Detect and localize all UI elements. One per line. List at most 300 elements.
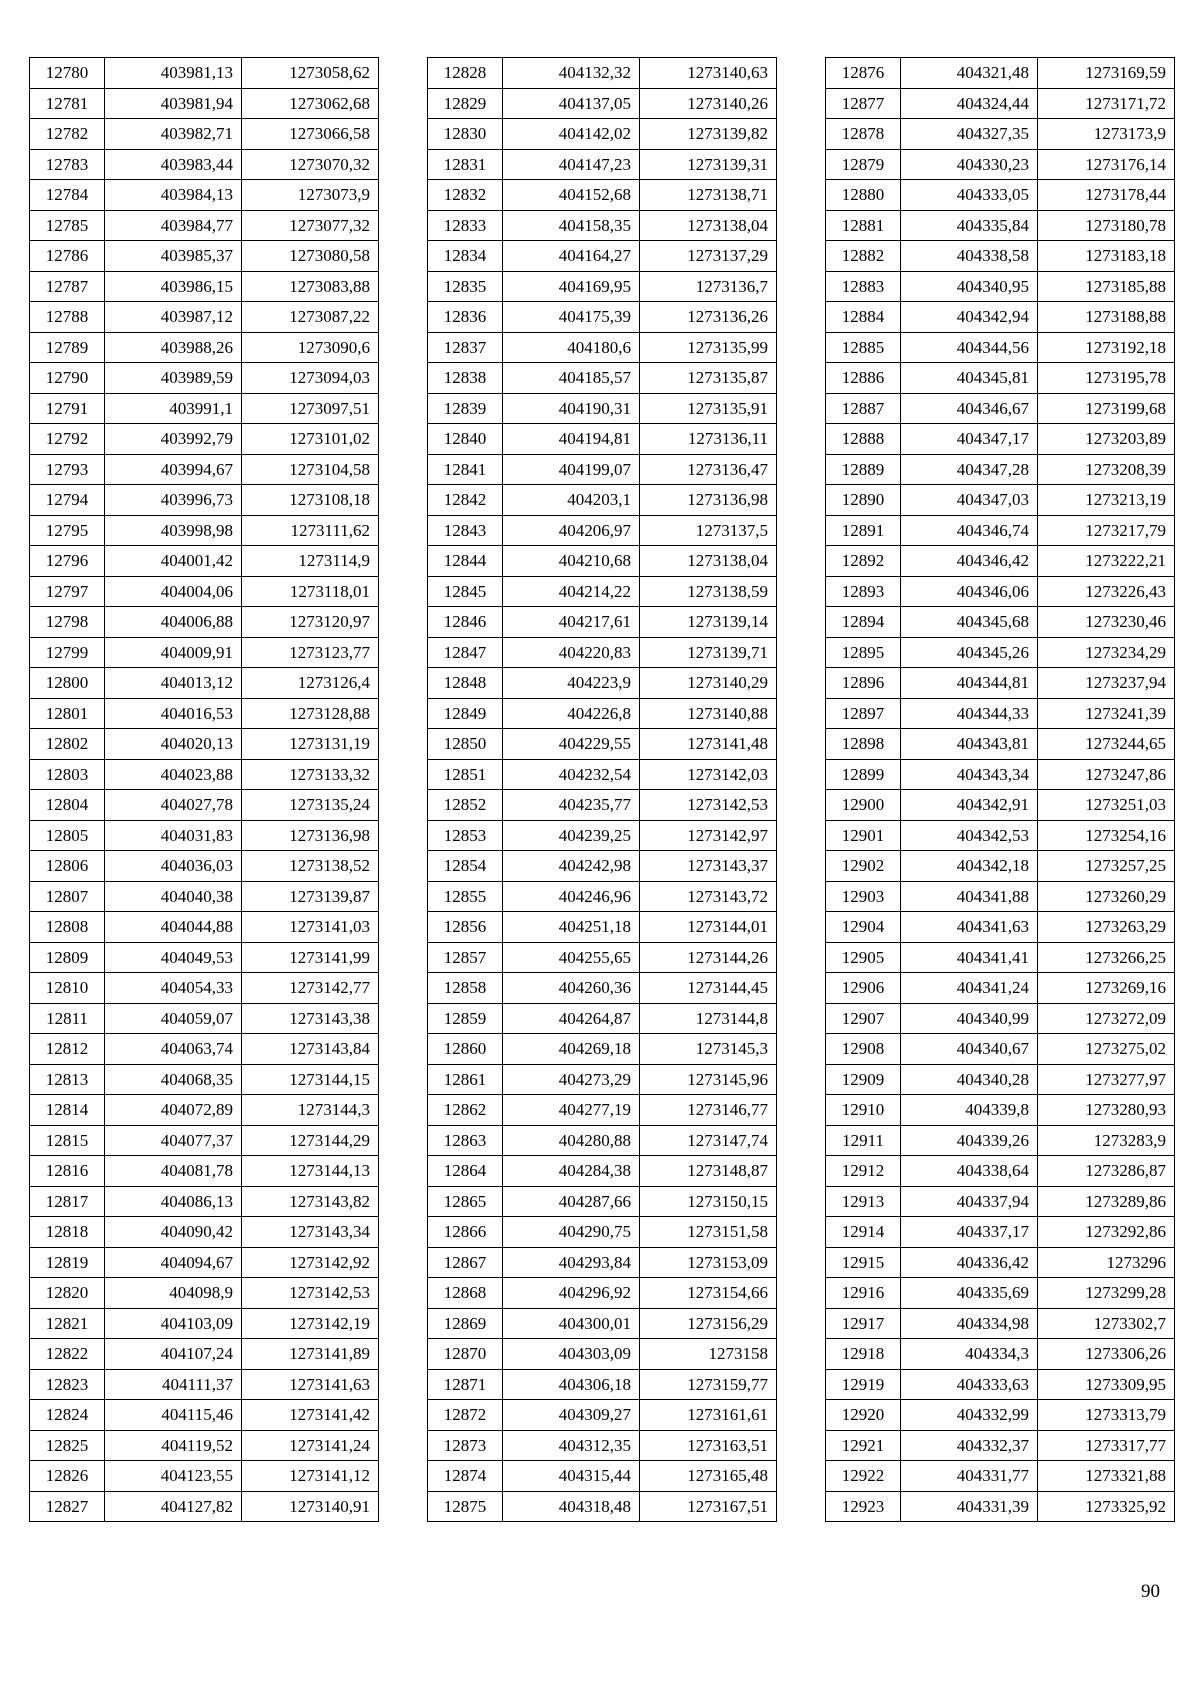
point-number-cell: 12841 bbox=[428, 454, 503, 485]
x-coordinate-cell: 403988,26 bbox=[105, 332, 242, 363]
y-coordinate-cell: 1273135,91 bbox=[640, 393, 777, 424]
y-coordinate-cell: 1273141,99 bbox=[242, 942, 379, 973]
point-number-cell: 12917 bbox=[826, 1308, 901, 1339]
table-row bbox=[428, 485, 777, 516]
point-number-cell: 12836 bbox=[428, 302, 503, 333]
x-coordinate-cell: 403994,67 bbox=[105, 454, 242, 485]
point-number-cell: 12878 bbox=[826, 119, 901, 150]
table-row bbox=[30, 88, 379, 119]
y-coordinate-cell: 1273217,79 bbox=[1038, 515, 1175, 546]
y-coordinate-cell: 1273302,7 bbox=[1038, 1308, 1175, 1339]
x-coordinate-cell: 404336,42 bbox=[901, 1247, 1038, 1278]
x-coordinate-cell: 404009,91 bbox=[105, 637, 242, 668]
x-coordinate-cell: 404132,32 bbox=[503, 58, 640, 89]
y-coordinate-cell: 1273180,78 bbox=[1038, 210, 1175, 241]
x-coordinate-cell: 404339,8 bbox=[901, 1095, 1038, 1126]
point-number-cell: 12865 bbox=[428, 1186, 503, 1217]
y-coordinate-cell: 1273317,77 bbox=[1038, 1430, 1175, 1461]
point-number-cell: 12834 bbox=[428, 241, 503, 272]
x-coordinate-cell: 404342,91 bbox=[901, 790, 1038, 821]
y-coordinate-cell: 1273138,04 bbox=[640, 210, 777, 241]
x-coordinate-cell: 404333,63 bbox=[901, 1369, 1038, 1400]
x-coordinate-cell: 404194,81 bbox=[503, 424, 640, 455]
x-coordinate-cell: 404006,88 bbox=[105, 607, 242, 638]
point-number-cell: 12888 bbox=[826, 424, 901, 455]
point-number-cell: 12903 bbox=[826, 881, 901, 912]
x-coordinate-cell: 404269,18 bbox=[503, 1034, 640, 1065]
y-coordinate-cell: 1273150,15 bbox=[640, 1186, 777, 1217]
table-row bbox=[826, 271, 1175, 302]
x-coordinate-cell: 404342,94 bbox=[901, 302, 1038, 333]
x-coordinate-cell: 404239,25 bbox=[503, 820, 640, 851]
x-coordinate-cell: 404339,26 bbox=[901, 1125, 1038, 1156]
table-row bbox=[826, 393, 1175, 424]
table-row bbox=[428, 973, 777, 1004]
y-coordinate-cell: 1273143,34 bbox=[242, 1217, 379, 1248]
table-row bbox=[30, 1247, 379, 1278]
table-row bbox=[428, 424, 777, 455]
point-number-cell: 12859 bbox=[428, 1003, 503, 1034]
table-row bbox=[30, 363, 379, 394]
y-coordinate-cell: 1273143,82 bbox=[242, 1186, 379, 1217]
x-coordinate-cell: 404081,78 bbox=[105, 1156, 242, 1187]
point-number-cell: 12816 bbox=[30, 1156, 105, 1187]
x-coordinate-cell: 403983,44 bbox=[105, 149, 242, 180]
y-coordinate-cell: 1273183,18 bbox=[1038, 241, 1175, 272]
y-coordinate-cell: 1273226,43 bbox=[1038, 576, 1175, 607]
table-row bbox=[826, 698, 1175, 729]
point-number-cell: 12838 bbox=[428, 363, 503, 394]
y-coordinate-cell: 1273143,84 bbox=[242, 1034, 379, 1065]
point-number-cell: 12832 bbox=[428, 180, 503, 211]
table-row bbox=[30, 210, 379, 241]
y-coordinate-cell: 1273135,99 bbox=[640, 332, 777, 363]
x-coordinate-cell: 404318,48 bbox=[503, 1491, 640, 1522]
point-number-cell: 12873 bbox=[428, 1430, 503, 1461]
y-coordinate-cell: 1273306,26 bbox=[1038, 1339, 1175, 1370]
table-row bbox=[428, 1400, 777, 1431]
y-coordinate-cell: 1273114,9 bbox=[242, 546, 379, 577]
point-number-cell: 12809 bbox=[30, 942, 105, 973]
x-coordinate-cell: 404342,53 bbox=[901, 820, 1038, 851]
table-row bbox=[30, 1125, 379, 1156]
y-coordinate-cell: 1273254,16 bbox=[1038, 820, 1175, 851]
y-coordinate-cell: 1273137,29 bbox=[640, 241, 777, 272]
table-row bbox=[826, 1217, 1175, 1248]
table-row bbox=[30, 698, 379, 729]
table-row bbox=[428, 302, 777, 333]
point-number-cell: 12804 bbox=[30, 790, 105, 821]
x-coordinate-cell: 404334,3 bbox=[901, 1339, 1038, 1370]
point-number-cell: 12905 bbox=[826, 942, 901, 973]
table-row bbox=[428, 210, 777, 241]
y-coordinate-cell: 1273136,26 bbox=[640, 302, 777, 333]
point-number-cell: 12791 bbox=[30, 393, 105, 424]
point-number-cell: 12920 bbox=[826, 1400, 901, 1431]
point-number-cell: 12781 bbox=[30, 88, 105, 119]
table-row bbox=[826, 790, 1175, 821]
table-row bbox=[428, 1278, 777, 1309]
y-coordinate-cell: 1273241,39 bbox=[1038, 698, 1175, 729]
point-number-cell: 12844 bbox=[428, 546, 503, 577]
point-number-cell: 12851 bbox=[428, 759, 503, 790]
y-coordinate-cell: 1273058,62 bbox=[242, 58, 379, 89]
table-row bbox=[30, 393, 379, 424]
x-coordinate-cell: 404327,35 bbox=[901, 119, 1038, 150]
x-coordinate-cell: 404068,35 bbox=[105, 1064, 242, 1095]
point-number-cell: 12863 bbox=[428, 1125, 503, 1156]
point-number-cell: 12891 bbox=[826, 515, 901, 546]
x-coordinate-cell: 404346,06 bbox=[901, 576, 1038, 607]
x-coordinate-cell: 404158,35 bbox=[503, 210, 640, 241]
table-row bbox=[826, 668, 1175, 699]
point-number-cell: 12900 bbox=[826, 790, 901, 821]
table-row bbox=[30, 820, 379, 851]
y-coordinate-cell: 1273142,03 bbox=[640, 759, 777, 790]
y-coordinate-cell: 1273292,86 bbox=[1038, 1217, 1175, 1248]
x-coordinate-cell: 404306,18 bbox=[503, 1369, 640, 1400]
y-coordinate-cell: 1273144,8 bbox=[640, 1003, 777, 1034]
point-number-cell: 12780 bbox=[30, 58, 105, 89]
x-coordinate-cell: 403998,98 bbox=[105, 515, 242, 546]
point-number-cell: 12783 bbox=[30, 149, 105, 180]
y-coordinate-cell: 1273154,66 bbox=[640, 1278, 777, 1309]
point-number-cell: 12912 bbox=[826, 1156, 901, 1187]
y-coordinate-cell: 1273142,77 bbox=[242, 973, 379, 1004]
x-coordinate-cell: 404001,42 bbox=[105, 546, 242, 577]
point-number-cell: 12918 bbox=[826, 1339, 901, 1370]
x-coordinate-cell: 404049,53 bbox=[105, 942, 242, 973]
y-coordinate-cell: 1273260,29 bbox=[1038, 881, 1175, 912]
table-row bbox=[428, 1003, 777, 1034]
y-coordinate-cell: 1273280,93 bbox=[1038, 1095, 1175, 1126]
table-row bbox=[826, 912, 1175, 943]
table-row bbox=[428, 241, 777, 272]
point-number-cell: 12862 bbox=[428, 1095, 503, 1126]
point-number-cell: 12897 bbox=[826, 698, 901, 729]
point-number-cell: 12880 bbox=[826, 180, 901, 211]
point-number-cell: 12810 bbox=[30, 973, 105, 1004]
x-coordinate-cell: 404016,53 bbox=[105, 698, 242, 729]
x-coordinate-cell: 404312,35 bbox=[503, 1430, 640, 1461]
y-coordinate-cell: 1273139,14 bbox=[640, 607, 777, 638]
x-coordinate-cell: 403991,1 bbox=[105, 393, 242, 424]
y-coordinate-cell: 1273140,26 bbox=[640, 88, 777, 119]
y-coordinate-cell: 1273141,48 bbox=[640, 729, 777, 760]
coordinate-table-2 bbox=[427, 57, 777, 1522]
point-number-cell: 12839 bbox=[428, 393, 503, 424]
point-number-cell: 12884 bbox=[826, 302, 901, 333]
table-row bbox=[428, 881, 777, 912]
y-coordinate-cell: 1273142,97 bbox=[640, 820, 777, 851]
table-row bbox=[826, 607, 1175, 638]
point-number-cell: 12852 bbox=[428, 790, 503, 821]
table-row bbox=[30, 1156, 379, 1187]
point-number-cell: 12801 bbox=[30, 698, 105, 729]
table-row bbox=[428, 851, 777, 882]
point-number-cell: 12890 bbox=[826, 485, 901, 516]
x-coordinate-cell: 403984,77 bbox=[105, 210, 242, 241]
table-row bbox=[30, 546, 379, 577]
table-row bbox=[30, 912, 379, 943]
y-coordinate-cell: 1273137,5 bbox=[640, 515, 777, 546]
point-number-cell: 12784 bbox=[30, 180, 105, 211]
point-number-cell: 12910 bbox=[826, 1095, 901, 1126]
point-number-cell: 12864 bbox=[428, 1156, 503, 1187]
point-number-cell: 12824 bbox=[30, 1400, 105, 1431]
y-coordinate-cell: 1273222,21 bbox=[1038, 546, 1175, 577]
table-row bbox=[826, 332, 1175, 363]
point-number-cell: 12805 bbox=[30, 820, 105, 851]
table-row bbox=[30, 302, 379, 333]
x-coordinate-cell: 404303,09 bbox=[503, 1339, 640, 1370]
y-coordinate-cell: 1273141,03 bbox=[242, 912, 379, 943]
x-coordinate-cell: 404251,18 bbox=[503, 912, 640, 943]
y-coordinate-cell: 1273237,94 bbox=[1038, 668, 1175, 699]
x-coordinate-cell: 404031,83 bbox=[105, 820, 242, 851]
y-coordinate-cell: 1273195,78 bbox=[1038, 363, 1175, 394]
point-number-cell: 12869 bbox=[428, 1308, 503, 1339]
y-coordinate-cell: 1273173,9 bbox=[1038, 119, 1175, 150]
point-number-cell: 12915 bbox=[826, 1247, 901, 1278]
y-coordinate-cell: 1273142,19 bbox=[242, 1308, 379, 1339]
table-row bbox=[826, 1003, 1175, 1034]
point-number-cell: 12911 bbox=[826, 1125, 901, 1156]
x-coordinate-cell: 404335,84 bbox=[901, 210, 1038, 241]
table-row bbox=[428, 1369, 777, 1400]
table-row bbox=[30, 1064, 379, 1095]
table-row bbox=[30, 454, 379, 485]
table-row bbox=[826, 759, 1175, 790]
x-coordinate-cell: 404059,07 bbox=[105, 1003, 242, 1034]
y-coordinate-cell: 1273141,63 bbox=[242, 1369, 379, 1400]
x-coordinate-cell: 403982,71 bbox=[105, 119, 242, 150]
x-coordinate-cell: 404340,99 bbox=[901, 1003, 1038, 1034]
y-coordinate-cell: 1273144,3 bbox=[242, 1095, 379, 1126]
table-row bbox=[428, 58, 777, 89]
y-coordinate-cell: 1273140,91 bbox=[242, 1491, 379, 1522]
point-number-cell: 12826 bbox=[30, 1461, 105, 1492]
x-coordinate-cell: 403984,13 bbox=[105, 180, 242, 211]
y-coordinate-cell: 1273156,29 bbox=[640, 1308, 777, 1339]
point-number-cell: 12906 bbox=[826, 973, 901, 1004]
table-row bbox=[428, 698, 777, 729]
x-coordinate-cell: 403996,73 bbox=[105, 485, 242, 516]
table-row bbox=[826, 454, 1175, 485]
x-coordinate-cell: 403986,15 bbox=[105, 271, 242, 302]
y-coordinate-cell: 1273143,38 bbox=[242, 1003, 379, 1034]
point-number-cell: 12908 bbox=[826, 1034, 901, 1065]
y-coordinate-cell: 1273144,13 bbox=[242, 1156, 379, 1187]
x-coordinate-cell: 404063,74 bbox=[105, 1034, 242, 1065]
x-coordinate-cell: 404072,89 bbox=[105, 1095, 242, 1126]
table-row bbox=[826, 302, 1175, 333]
point-number-cell: 12847 bbox=[428, 637, 503, 668]
x-coordinate-cell: 404229,55 bbox=[503, 729, 640, 760]
y-coordinate-cell: 1273203,89 bbox=[1038, 424, 1175, 455]
x-coordinate-cell: 404337,94 bbox=[901, 1186, 1038, 1217]
x-coordinate-cell: 404346,42 bbox=[901, 546, 1038, 577]
y-coordinate-cell: 1273136,47 bbox=[640, 454, 777, 485]
y-coordinate-cell: 1273286,87 bbox=[1038, 1156, 1175, 1187]
point-number-cell: 12782 bbox=[30, 119, 105, 150]
table-row bbox=[826, 1186, 1175, 1217]
x-coordinate-cell: 404232,54 bbox=[503, 759, 640, 790]
table-row bbox=[30, 180, 379, 211]
point-number-cell: 12914 bbox=[826, 1217, 901, 1248]
y-coordinate-cell: 1273136,98 bbox=[242, 820, 379, 851]
y-coordinate-cell: 1273192,18 bbox=[1038, 332, 1175, 363]
x-coordinate-cell: 404111,37 bbox=[105, 1369, 242, 1400]
y-coordinate-cell: 1273296 bbox=[1038, 1247, 1175, 1278]
y-coordinate-cell: 1273070,32 bbox=[242, 149, 379, 180]
y-coordinate-cell: 1273151,58 bbox=[640, 1217, 777, 1248]
table-row bbox=[826, 1400, 1175, 1431]
x-coordinate-cell: 404324,44 bbox=[901, 88, 1038, 119]
y-coordinate-cell: 1273097,51 bbox=[242, 393, 379, 424]
point-number-cell: 12794 bbox=[30, 485, 105, 516]
x-coordinate-cell: 404246,96 bbox=[503, 881, 640, 912]
point-number-cell: 12806 bbox=[30, 851, 105, 882]
point-number-cell: 12871 bbox=[428, 1369, 503, 1400]
table-row bbox=[428, 1247, 777, 1278]
table-row bbox=[428, 454, 777, 485]
page-number: 90 bbox=[1141, 1581, 1160, 1602]
table-row bbox=[428, 515, 777, 546]
table-row bbox=[826, 58, 1175, 89]
point-number-cell: 12818 bbox=[30, 1217, 105, 1248]
table-row bbox=[428, 729, 777, 760]
x-coordinate-cell: 404340,95 bbox=[901, 271, 1038, 302]
y-coordinate-cell: 1273111,62 bbox=[242, 515, 379, 546]
y-coordinate-cell: 1273244,65 bbox=[1038, 729, 1175, 760]
y-coordinate-cell: 1273299,28 bbox=[1038, 1278, 1175, 1309]
point-number-cell: 12808 bbox=[30, 912, 105, 943]
coordinate-table-3 bbox=[825, 57, 1175, 1522]
table-row bbox=[30, 332, 379, 363]
x-coordinate-cell: 404040,38 bbox=[105, 881, 242, 912]
point-number-cell: 12886 bbox=[826, 363, 901, 394]
point-number-cell: 12901 bbox=[826, 820, 901, 851]
table-row bbox=[30, 1186, 379, 1217]
table-row bbox=[826, 729, 1175, 760]
table-row bbox=[826, 149, 1175, 180]
table-row bbox=[428, 1034, 777, 1065]
point-number-cell: 12812 bbox=[30, 1034, 105, 1065]
x-coordinate-cell: 404331,77 bbox=[901, 1461, 1038, 1492]
point-number-cell: 12798 bbox=[30, 607, 105, 638]
x-coordinate-cell: 404315,44 bbox=[503, 1461, 640, 1492]
y-coordinate-cell: 1273101,02 bbox=[242, 424, 379, 455]
table-row bbox=[30, 759, 379, 790]
table-row bbox=[428, 820, 777, 851]
y-coordinate-cell: 1273142,53 bbox=[640, 790, 777, 821]
x-coordinate-cell: 404296,92 bbox=[503, 1278, 640, 1309]
x-coordinate-cell: 404142,02 bbox=[503, 119, 640, 150]
table-row bbox=[826, 1095, 1175, 1126]
x-coordinate-cell: 404333,05 bbox=[901, 180, 1038, 211]
table-row bbox=[826, 1156, 1175, 1187]
x-coordinate-cell: 404094,67 bbox=[105, 1247, 242, 1278]
x-coordinate-cell: 404217,61 bbox=[503, 607, 640, 638]
y-coordinate-cell: 1273251,03 bbox=[1038, 790, 1175, 821]
table-row bbox=[428, 1430, 777, 1461]
y-coordinate-cell: 1273140,63 bbox=[640, 58, 777, 89]
x-coordinate-cell: 404330,23 bbox=[901, 149, 1038, 180]
table-row bbox=[30, 790, 379, 821]
point-number-cell: 12837 bbox=[428, 332, 503, 363]
x-coordinate-cell: 404036,03 bbox=[105, 851, 242, 882]
table-row bbox=[826, 576, 1175, 607]
y-coordinate-cell: 1273208,39 bbox=[1038, 454, 1175, 485]
x-coordinate-cell: 404332,37 bbox=[901, 1430, 1038, 1461]
x-coordinate-cell: 404334,98 bbox=[901, 1308, 1038, 1339]
x-coordinate-cell: 404347,17 bbox=[901, 424, 1038, 455]
point-number-cell: 12829 bbox=[428, 88, 503, 119]
x-coordinate-cell: 404344,81 bbox=[901, 668, 1038, 699]
x-coordinate-cell: 404137,05 bbox=[503, 88, 640, 119]
x-coordinate-cell: 404206,97 bbox=[503, 515, 640, 546]
y-coordinate-cell: 1273169,59 bbox=[1038, 58, 1175, 89]
y-coordinate-cell: 1273159,77 bbox=[640, 1369, 777, 1400]
point-number-cell: 12882 bbox=[826, 241, 901, 272]
x-coordinate-cell: 404123,55 bbox=[105, 1461, 242, 1492]
y-coordinate-cell: 1273142,92 bbox=[242, 1247, 379, 1278]
table-row bbox=[428, 1156, 777, 1187]
x-coordinate-cell: 404347,28 bbox=[901, 454, 1038, 485]
table-row bbox=[826, 210, 1175, 241]
table-row bbox=[428, 1491, 777, 1522]
x-coordinate-cell: 404098,9 bbox=[105, 1278, 242, 1309]
x-coordinate-cell: 404340,28 bbox=[901, 1064, 1038, 1095]
point-number-cell: 12866 bbox=[428, 1217, 503, 1248]
x-coordinate-cell: 404341,88 bbox=[901, 881, 1038, 912]
y-coordinate-cell: 1273165,48 bbox=[640, 1461, 777, 1492]
point-number-cell: 12874 bbox=[428, 1461, 503, 1492]
table-row bbox=[30, 973, 379, 1004]
table-row bbox=[30, 607, 379, 638]
x-coordinate-cell: 404103,09 bbox=[105, 1308, 242, 1339]
table-row bbox=[30, 1308, 379, 1339]
point-number-cell: 12921 bbox=[826, 1430, 901, 1461]
coordinate-table-1 bbox=[29, 57, 379, 1522]
x-coordinate-cell: 404164,27 bbox=[503, 241, 640, 272]
table-row bbox=[428, 759, 777, 790]
x-coordinate-cell: 404203,1 bbox=[503, 485, 640, 516]
point-number-cell: 12828 bbox=[428, 58, 503, 89]
table-row bbox=[826, 1125, 1175, 1156]
x-coordinate-cell: 404345,68 bbox=[901, 607, 1038, 638]
table-row bbox=[30, 1034, 379, 1065]
y-coordinate-cell: 1273136,7 bbox=[640, 271, 777, 302]
point-number-cell: 12820 bbox=[30, 1278, 105, 1309]
point-number-cell: 12889 bbox=[826, 454, 901, 485]
y-coordinate-cell: 1273118,01 bbox=[242, 576, 379, 607]
y-coordinate-cell: 1273140,88 bbox=[640, 698, 777, 729]
table-row bbox=[826, 180, 1175, 211]
table-row bbox=[826, 1461, 1175, 1492]
y-coordinate-cell: 1273135,87 bbox=[640, 363, 777, 394]
x-coordinate-cell: 403989,59 bbox=[105, 363, 242, 394]
x-coordinate-cell: 404147,23 bbox=[503, 149, 640, 180]
table-row bbox=[428, 576, 777, 607]
point-number-cell: 12831 bbox=[428, 149, 503, 180]
y-coordinate-cell: 1273275,02 bbox=[1038, 1034, 1175, 1065]
point-number-cell: 12872 bbox=[428, 1400, 503, 1431]
point-number-cell: 12796 bbox=[30, 546, 105, 577]
x-coordinate-cell: 404044,88 bbox=[105, 912, 242, 943]
table-row bbox=[826, 119, 1175, 150]
